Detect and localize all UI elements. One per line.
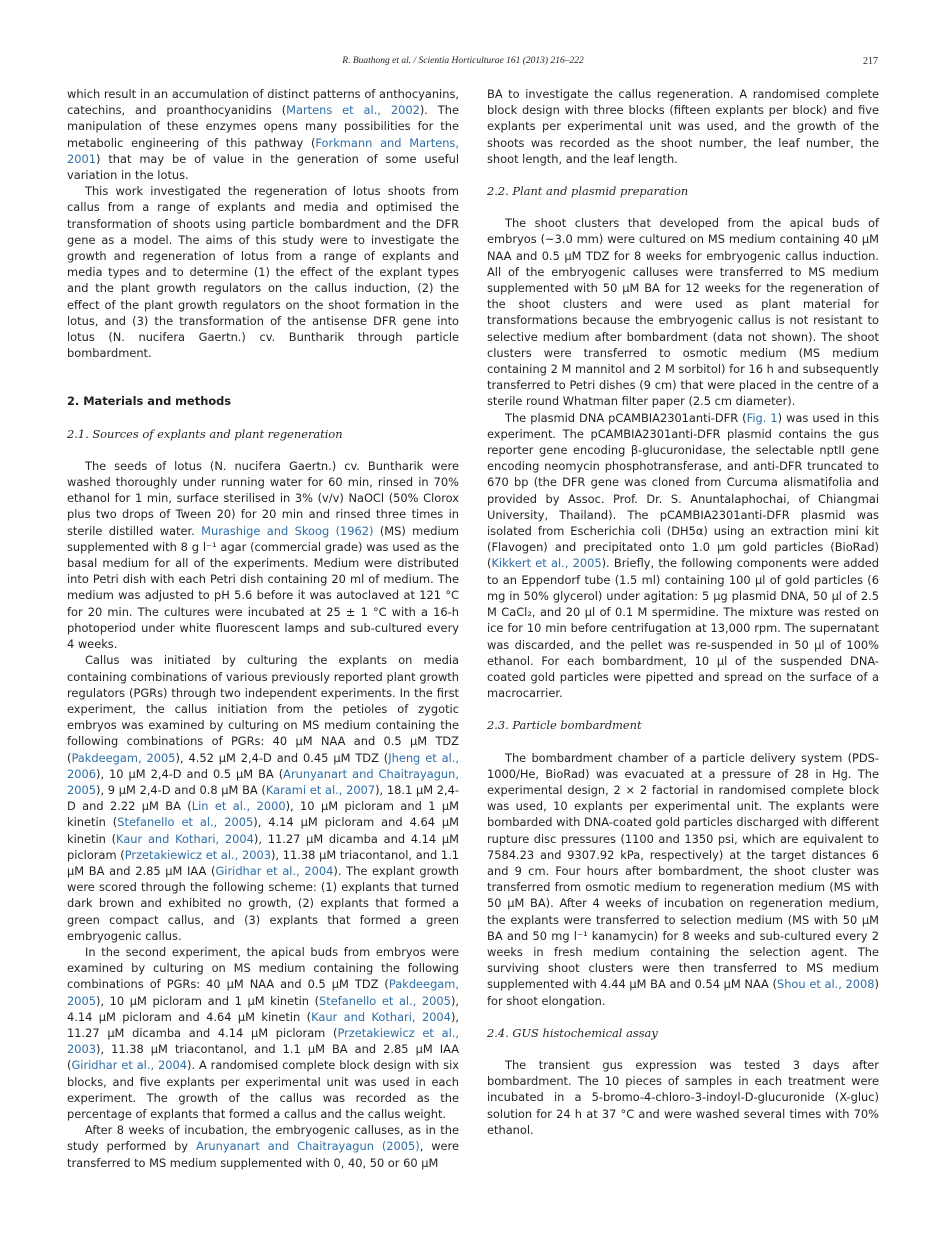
citation-link[interactable]: Kikkert et al., 2005 [491,556,602,571]
figure-link[interactable]: Fig. 1 [746,410,778,425]
paragraph: The shoot clusters that developed from the apical buds of embryos (~3.0 mm) were cultured on MS medium containing 40 μM NAA and 0.5 μM TDZ for 8 weeks for embryogenic callus induction. All of the embryogenic calluses were transferred to MS medium supplemented with 50 μM BA for 12 weeks for the regeneration of the shoot clusters and were used as plant material for transformations because the embryogenic callus is not resistant to selective medium after bombardment (data not shown). The shoot clusters were transferred to osmotic medium (MS medium containing 2 M mannitol and 2 M sorbitol) for 16 h and subsequently transferred to Petri dishes (9 cm) that were placed in the centre of a sterile round Whatman filter paper (2.5 cm diameter). [487,216,879,409]
subsection-heading: 2.3. Particle bombardment [487,718,642,733]
citation-link[interactable]: Przetakiewicz et al., 2003 [124,847,271,862]
paragraph: BA to investigate the callus regeneration. A randomised complete block design with three blocks (fifteen explants per block) and five explants per experimental unit was used, and the growth of the shoots was recorded as the shoot number, the leaf number, the shoot length, and the leaf length. [487,87,879,166]
citation-link[interactable]: Kaur and Kothari, 2004 [116,831,254,846]
text: ), 11.38 μM triacontanol, and 1.1 μM BA and 2.85 μM IAA ( [67,847,459,878]
citation-link[interactable]: Kaur and Kothari, 2004 [311,1009,451,1024]
page-number: 217 [863,56,878,67]
paragraph: The transient gus expression was tested 3 days after bombardment. The 10 pieces of samples in each treatment were incubated in a 5-bromo-4-chloro-3-indoyl-D-glucuronide (X-gluc) solution for 24 h at 37 °C and were washed several times with 70% ethanol. [487,1057,879,1137]
text: ), 4.14 μM picloram and 4.64 μM kinetin ( [67,993,460,1024]
text: The seeds of lotus (N. nucifera Gaertn.) cv. Buntharik were washed thoroughly under running water for 60 min, rinsed in 70% ethanol for 1 min, surface sterilised in 3% (v/v) NaOCl (50% Clorox plus two drops of Tween 20) for 20 min and rinsed three times in sterile distilled water. [67,458,459,538]
paragraph [487,410,879,702]
text: ). The manipulation of these enzymes opens many possibilities for the metabolic engineering of this pathway ( [67,103,459,150]
citation-link[interactable]: Shou et al., 2008 [776,977,875,992]
text: After 8 weeks of incubation, the embryogenic calluses, as in the study performed by [67,1123,459,1154]
text: ) that may be of value in the generation of some useful variation in the lotus. [67,151,459,183]
paragraph [67,86,459,183]
citation-link[interactable]: Murashige and Skoog (1962) [201,523,374,538]
text: (MS) medium supplemented with 8 g l⁻¹ agar (commercial grade) was used as the basal medium for all of the experiments. Medium were distributed into Petri dish with each Petri dish containing 20 ml of medium. The medium was adjusted to pH 5.6 before it was autoclaved at 121 °C for 20 min. The cultures were incubated at 25 ± 1 °C with a 16-h photoperiod under white fluorescent lamps and sub-cultured every 4 weeks. [67,523,459,652]
citation-link[interactable]: Pakdeegam, 2005 [71,750,176,765]
citation-link[interactable]: Stefanello et al., 2005 [117,815,254,830]
citation-link[interactable]: Przetakiewicz et al., 2003 [67,1025,459,1057]
paragraph [67,458,459,652]
citation-link[interactable]: Forkmann and Martens, 2001 [67,135,459,166]
subsection-heading: 2.1. Sources of explants and plant regeneration [67,426,343,441]
text: ), 11.27 μM dicamba and 4.14 μM picloram ( [67,1009,460,1040]
citation-link[interactable]: Stefanello et al., 2005 [319,993,451,1008]
citation-link[interactable]: Giridhar et al., 2004 [215,863,334,878]
paragraph: This work investigated the regeneration of lotus shoots from callus from a range of explants and media and optimised the transformation of shoots using particle bombardment and the DFR gene as a model. The aims of this study were to investigate the growth and regeneration of lotus from a range of explants and media types and to determine (1) the effect of the explant types and the plant growth regulators on the callus induction, (2) the effect of the plant growth regulators on the shoot formation in the lotus, and (3) the transformation of the antisense DFR gene into lotus (N. nucifera Gaertn.) cv. Buntharik through particle bombardment. [67,184,459,361]
text: ), 18.1 μM 2,4-D and 2.22 μM BA ( [67,782,459,814]
text: ). A randomised complete block design with six blocks, and five explants per experimental unit was used in each experiment. The growth of the callus was recorded as the percentage of explants that formed a callus and the callus weight. [67,1058,459,1121]
text: ), 9 μM 2,4-D and 0.8 μM BA ( [96,782,266,797]
paragraph [67,1122,459,1171]
text: ) for shoot elongation. [487,977,879,1008]
paragraph [67,944,459,1122]
text: Callus was initiated by culturing the explants on media containing combinations of various previously reported plant growth regulators (PGRs) through two independent experiments. In the first experiment, the callus initiation from the petioles of zygotic embryos was examined by culturing on MS medium containing the following combinations of PGRs: 40 μM NAA and 0.5 μM TDZ ( [67,653,459,765]
text: ), 11.38 μM triacontanol, and 1.1 μM BA and 2.85 μM IAA ( [67,1042,459,1073]
text: ), 11.27 μM dicamba and 4.14 μM picloram ( [67,831,460,862]
section-heading: 2. Materials and methods [67,394,232,409]
text: ), 10 μM 2,4-D and 0.5 μM BA ( [96,766,284,781]
text: ) was used in this experiment. The pCAMBIA2301anti-DFR plasmid contains the gus reporter gene encoding β-glucuronidase, the selectable nptII gene encoding neomycin phosphotransferase, and anti-DFR truncated to 670 bp (the DFR gene was cloned from Curcuma alismatifolia and provided by Assoc. Prof. Dr. S. Anuntalaphochai, of Chiangmai University, Thailand). The pCAMBIA2301anti-DFR plasmid was isolated from Escherichia coli (DH5α) using an extraction mini kit (Flavogen) and precipitated onto 1.0 μm gold particles (BioRad) ( [487,410,880,571]
text: ). Briefly, the following components were added to an Eppendorf tube (1.5 ml) containing 100 μl of gold particles (6 mg in 50% glycerol) under agitation: 5 μg plasmid DNA, 50 μl of 2.5 M CaCl₂, and 20 μl of 0.1 M spermidine. The mixture was rested on ice for 10 min before centrifugation at 13,000 rpm. The supernatant was discarded, and the pellet was re-suspended in 50 μl of 100% ethanol. For each bombardment, 10 μl of the suspended DNA-coated gold particles were pipetted and spread on the surface of a macrocarrier. [487,556,879,701]
running-title: R. Buathong et al. / Scientia Horticulturae 161 (2013) 216–222 [342,56,584,66]
citation-link[interactable]: Pakdeegam, 2005 [67,977,459,1008]
text: ), 4.14 μM picloram and 4.64 μM kinetin ( [67,815,459,846]
text: which result in an accumulation of distinct patterns of anthocyanins, catechins, and proanthocyanidins ( [67,87,459,118]
citation-link[interactable]: Martens et al., 2002 [286,103,420,118]
citation-link[interactable]: Jheng et al., 2006 [67,750,460,781]
left-column [67,86,459,1171]
text: ), 10 μM picloram and 1 μM kinetin ( [67,799,459,830]
citation-link[interactable]: Arunyanart and Chaitrayagun, 2005 [67,766,459,797]
citation-link[interactable]: Lin et al., 2000 [191,799,286,814]
citation-link[interactable]: Karami et al., 2007 [265,782,376,797]
subsection-heading: 2.2. Plant and plasmid preparation [487,184,689,199]
page-header [0,56,926,70]
text: ). The explant growth were scored through the following scheme: (1) explants that turned dark brown and exhibited no growth, (2) explants that formed a green compact callus, and (3) explants that formed a green embryogenic callus. [67,863,460,943]
paragraph [67,652,459,944]
right-column [487,86,879,1138]
text: The bombardment chamber of a particle delivery system (PDS-1000/He, BioRad) was evacuated at a pressure of 28 in Hg. The experimental design, 2 × 2 factorial in randomised complete block was used, 10 explants per experimental unit. The explants were bombarded with DNA-coated gold particles discharged with different rupture disc pressures (1100 and 1350 psi, which are equivalent to 7584.23 and 9307.92 kPa, respectively) at the target distances 6 and 9 cm. Four hours after bombardment, the shoot cluster was transferred from osmotic medium to regeneration medium (MS with 50 μM BA). After 4 weeks of incubation on regeneration medium, the explants were transferred to selection medium (MS with 50 μM BA and 50 mg l⁻¹ kanamycin) for 8 weeks and sub-cultured every 2 weeks in fresh medium containing the selection agent. The surviving shoot clusters were then transferred to MS medium supplemented with 4.44 μM BA and 0.54 μM NAA ( [487,750,879,992]
text: In the second experiment, the apical buds from embryos were examined by culturing on MS medium containing the following combinations of PGRs: 40 μM NAA and 0.5 μM TDZ ( [67,944,459,992]
citation-link[interactable]: Arunyanart and Chaitrayagun (2005) [195,1139,420,1154]
text: , were transferred to MS medium supplemented with 0, 40, 50 or 60 μM [67,1139,459,1170]
text: The plasmid DNA pCAMBIA2301anti-DFR ( [505,410,747,425]
citation-link[interactable]: Giridhar et al., 2004 [71,1058,187,1073]
text: ), 4.52 μM 2,4-D and 0.45 μM TDZ ( [175,750,389,765]
paragraph [487,750,879,1009]
subsection-heading: 2.4. GUS histochemical assay [487,1025,658,1040]
text: ), 10 μM picloram and 1 μM kinetin ( [96,993,320,1008]
